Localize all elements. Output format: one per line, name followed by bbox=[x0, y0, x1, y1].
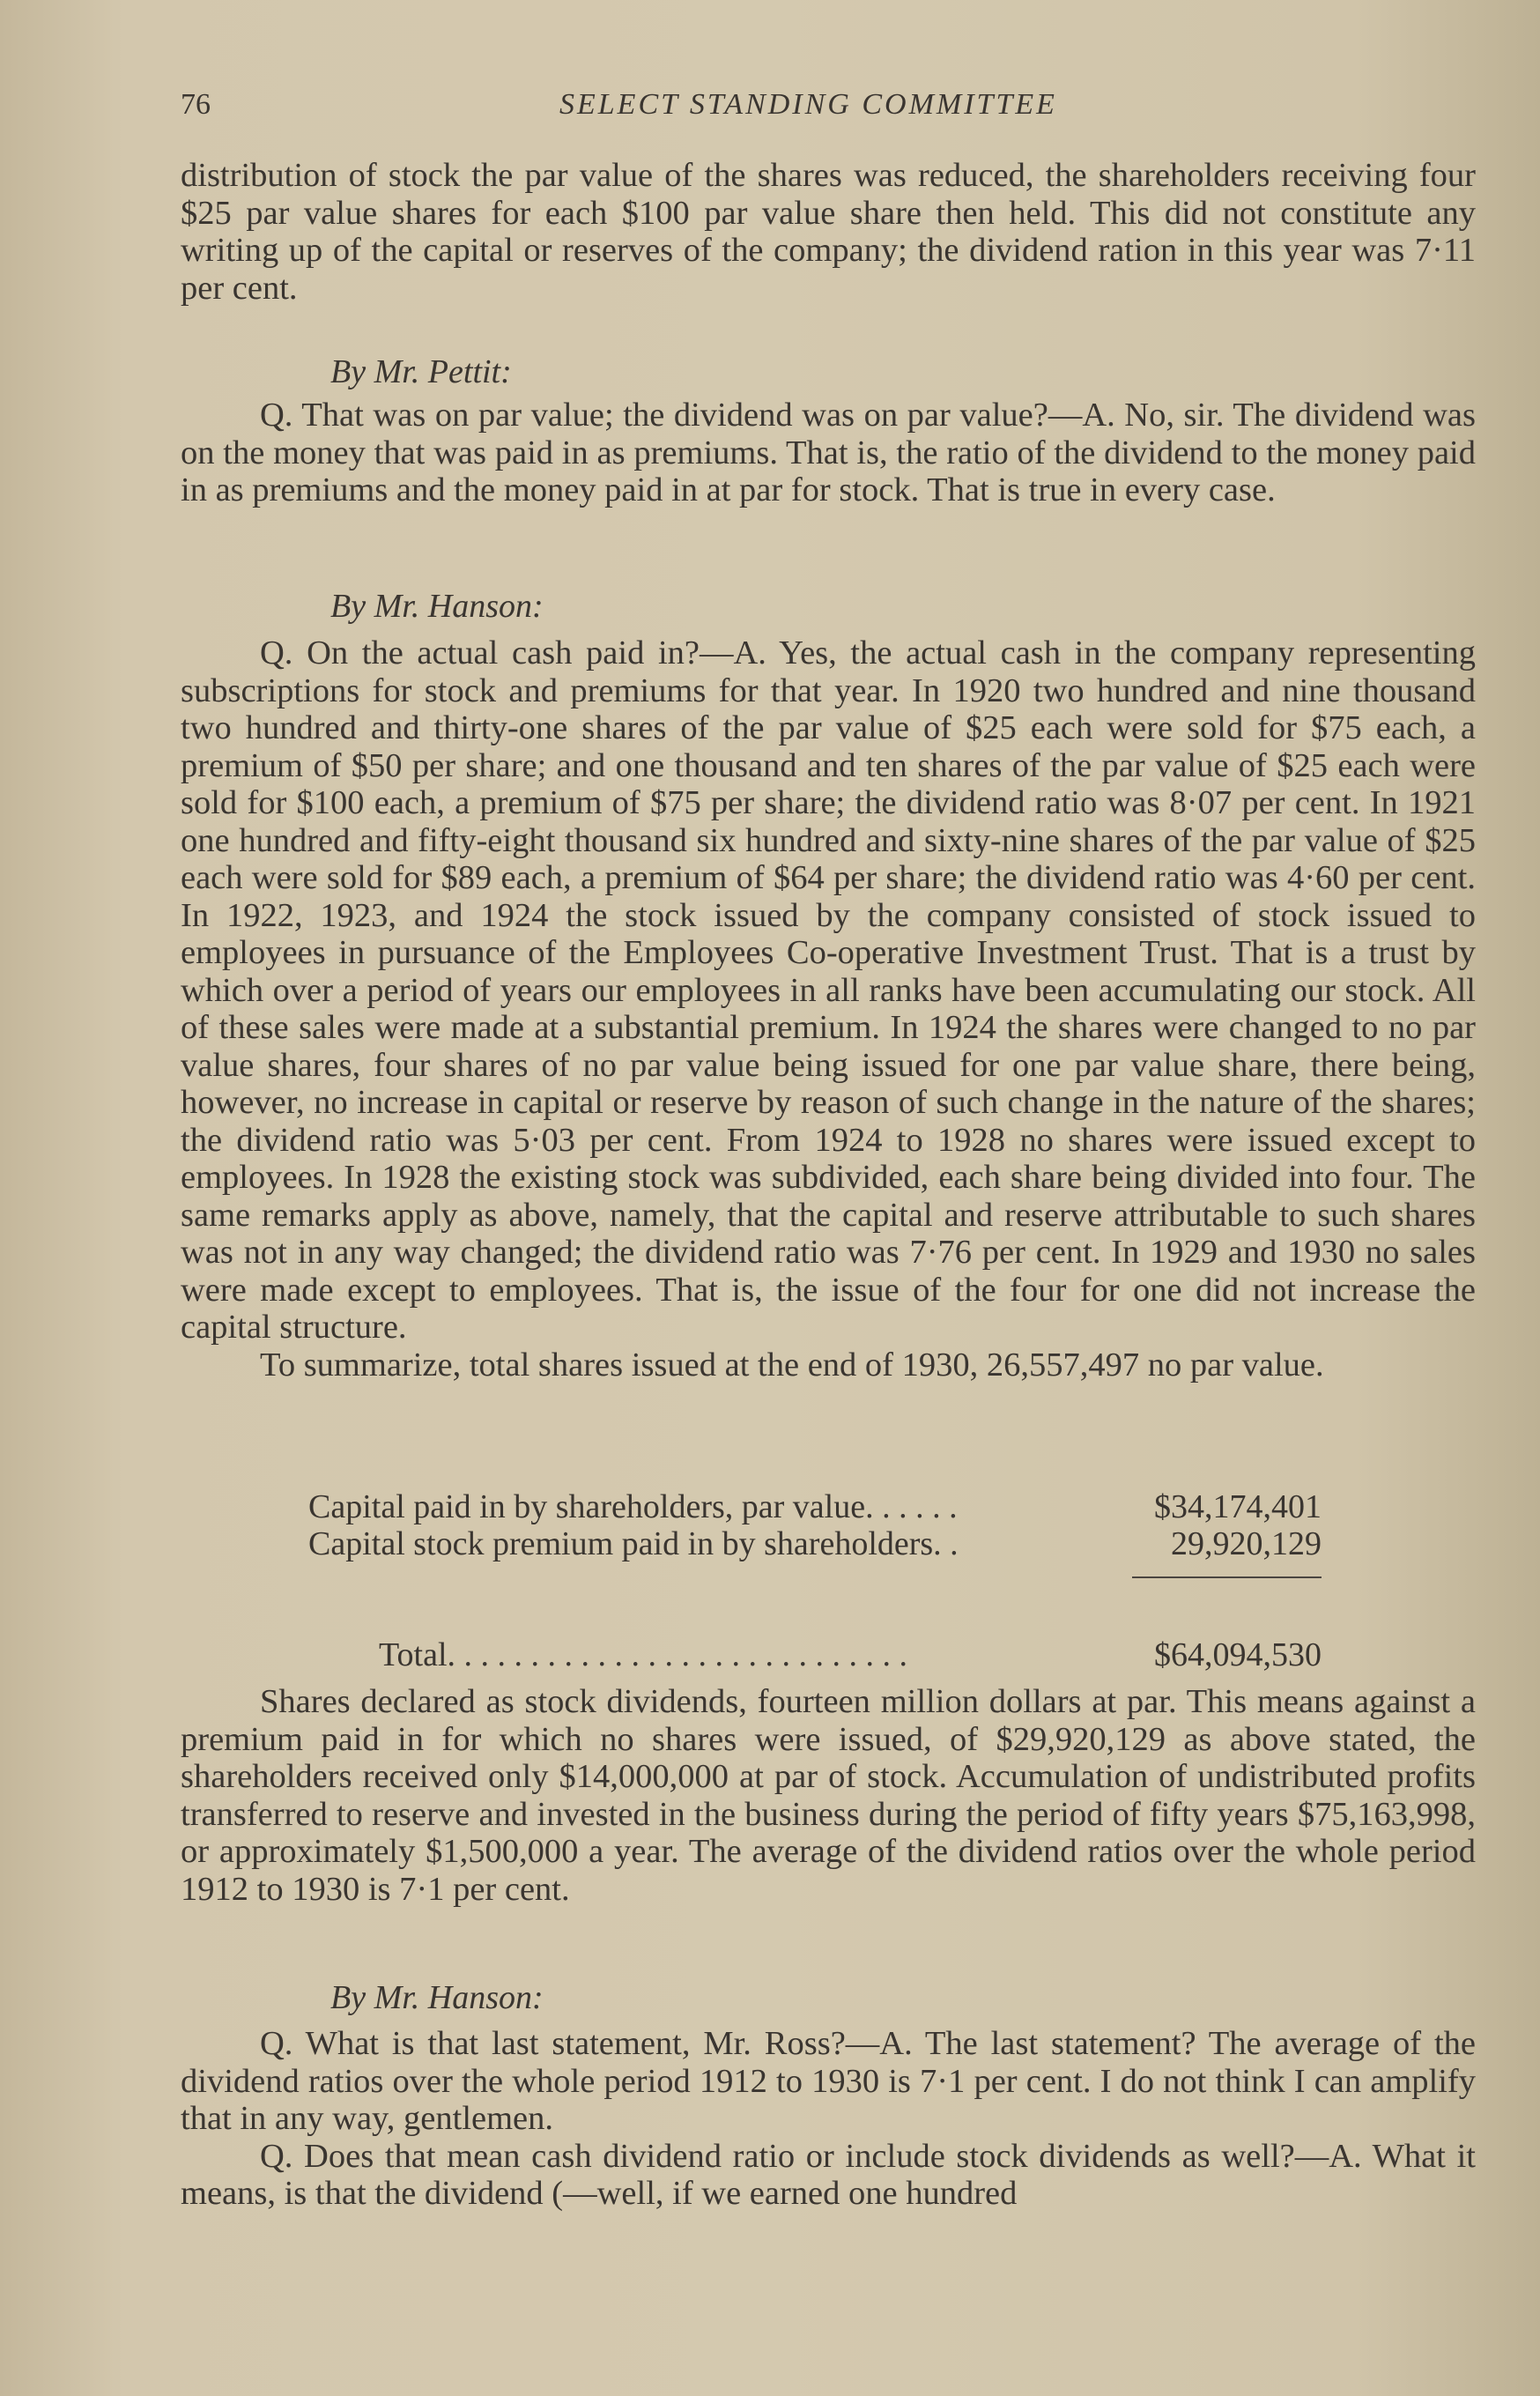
paragraph-hanson-exchange bbox=[181, 634, 1476, 1383]
capital-row-total bbox=[308, 1636, 1322, 1674]
paragraph-summary: To summarize, total shares issued at the end of 1930, 26,557,497 no par value. bbox=[260, 1346, 1324, 1383]
page-number: 76 bbox=[181, 88, 211, 121]
running-title: SELECT STANDING COMMITTEE bbox=[559, 88, 1057, 121]
row-amount: $34,174,401 bbox=[1154, 1488, 1322, 1525]
paragraph-text: Q. Does that mean cash dividend ratio or include stock dividends as well?—A. What it means, is that the dividend (—well, if we earned one hundred bbox=[181, 2137, 1476, 2212]
paragraph-text: Q. On the actual cash paid in?—A. Yes, the actual cash in the company representing subscriptions for stock and premiums for that year. In 1920 two hundred and nine thousand two hundred and thirty-one shares of the par value of $25 each were sold for $75 each, a premium of $50 per share; and one thousand and ten shares of the par value of $25 each were sold for $100 each, a premium of $75 per share; the dividend ratio was 8·07 per cent. In 1921 one hundred and fifty-eight thousand six hundred and sixty-nine shares of the par value of $25 each were sold for $89 each, a premium of $64 per share; the dividend ratio was 4·60 per cent. In 1922, 1923, and 1924 the stock issued by the company consisted of stock issued to employees in pursuance of the Employees Co-operative Investment Trust. That is a trust by which over a period of years our employees in all ranks have been accumulating our stock. All of these sales were made at a substantial premium. In 1924 the shares were changed to no par value shares, four shares of no par value being issued for one par value share, there being, however, no increase in capital or reserve by reason of such change in the nature of the shares; the dividend ratio was 5·03 per cent. From 1924 to 1928 no shares were issued except to employees. In 1928 the existing stock was subdivided, each share being divided into four. The same remarks apply as above, namely, that the capital and reserve attributable to such shares was not in any way changed; the dividend ratio was 7·76 per cent. In 1929 and 1930 no sales were made except to employees. That is, the issue of the four for one did not increase the capital structure. bbox=[181, 634, 1476, 1346]
running-head bbox=[181, 88, 1476, 141]
capital-row-premium bbox=[308, 1524, 1322, 1563]
speaker-heading-hanson-2: By Mr. Hanson: bbox=[330, 1979, 544, 2016]
paragraph-text: distribution of stock the par value of the shares was reduced, the shareholders receiving four $25 par value shares for each $100 par value share then held. This did not constitute any writing up of the capital or reserves of the company; the dividend ration in this year was 7·11 per cent. bbox=[181, 157, 1476, 307]
speaker-heading-pettit: By Mr. Pettit: bbox=[330, 353, 512, 390]
paragraph-continuation bbox=[181, 157, 1476, 307]
row-label: Total. . . . . . . . . . . . . . . . . . . . . . . . . . . . bbox=[379, 1636, 908, 1673]
capital-row-par-value bbox=[308, 1487, 1322, 1526]
paragraph-text: Shares declared as stock dividends, fourteen million dollars at par. This means against a premium paid in for which no shares were issued, of $29,920,129 as above stated, the shareholders received only $14,000,000 at par of stock. Accumulation of undistributed profits transferred to reserve and invested in the business during the period of fifty years $75,163,998, or approximately $1,500,000 a year. The average of the dividend ratios over the whole period 1912 to 1930 is 7·1 per cent. bbox=[181, 1683, 1476, 1908]
row-label: Capital paid in by shareholders, par value. . . . . . bbox=[308, 1488, 958, 1525]
total-rule-row bbox=[308, 1576, 1322, 1580]
row-amount: $64,094,530 bbox=[1154, 1636, 1322, 1673]
paragraph-stock-dividends bbox=[181, 1683, 1476, 1908]
paragraph-text: Q. What is that last statement, Mr. Ross?—A. The last statement? The average of the dividend ratios over the whole period 1912 to 1930 is 7·1 per cent. I do not think I can amplify that in any way, gentlemen. bbox=[181, 2025, 1476, 2137]
paragraph-text: Q. That was on par value; the dividend was on par value?—A. No, sir. The dividend was on the money that was paid in as premiums. That is, the ratio of the dividend to the money paid in as premiums and the money paid in at par for stock. That is true in every case. bbox=[181, 397, 1476, 508]
paragraph-pettit-exchange bbox=[181, 397, 1476, 509]
total-rule bbox=[1132, 1576, 1322, 1578]
row-label: Capital stock premium paid in by shareholders. . bbox=[308, 1525, 959, 1562]
speaker-heading-hanson-1: By Mr. Hanson: bbox=[330, 588, 544, 625]
paragraph-ross-exchange bbox=[181, 2025, 1476, 2213]
row-amount: 29,920,129 bbox=[1171, 1525, 1322, 1562]
